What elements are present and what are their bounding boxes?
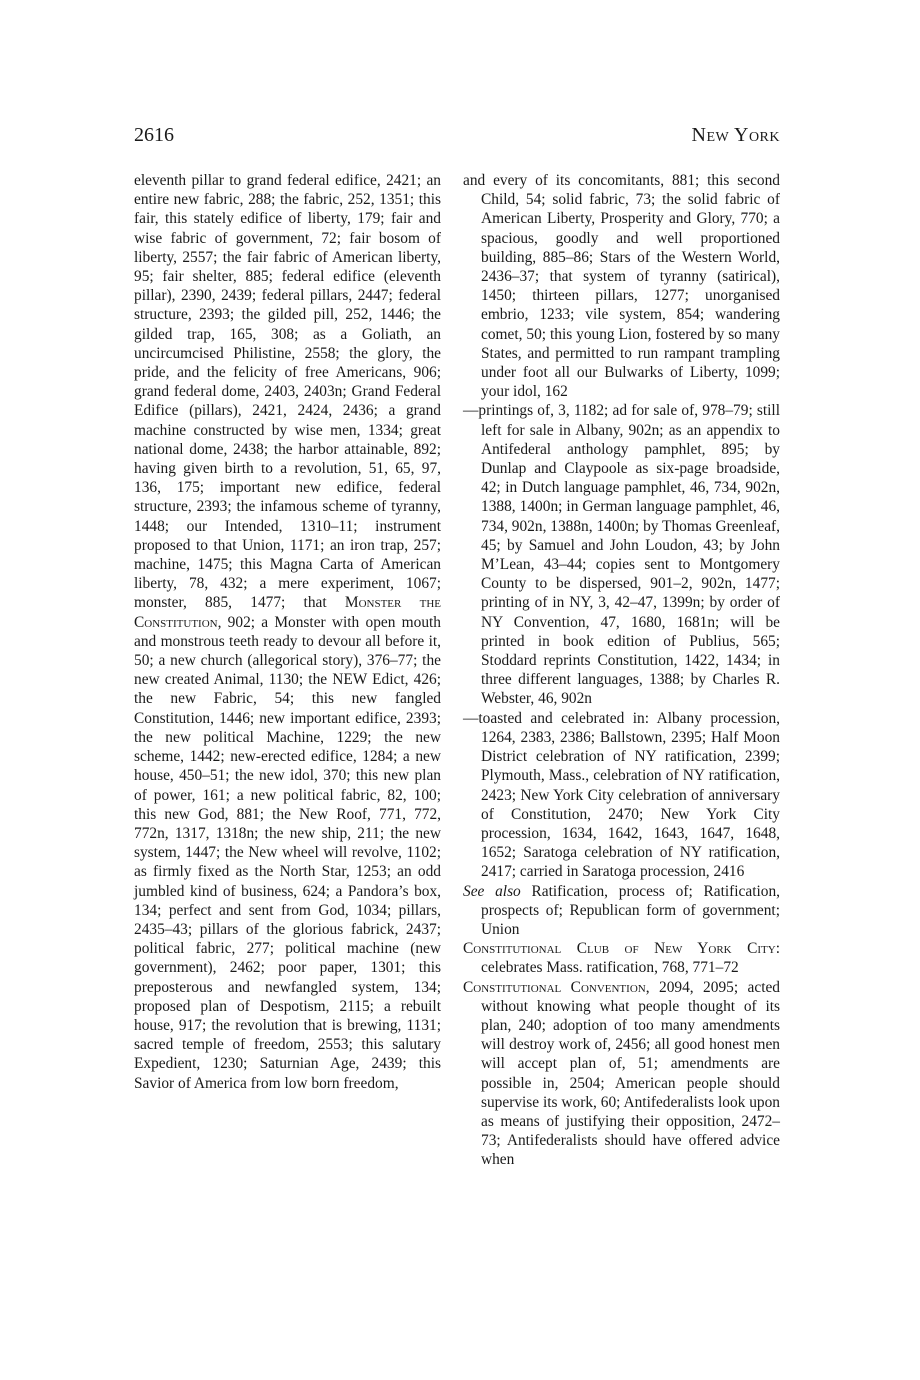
- see-also-label: See also: [463, 882, 521, 900]
- index-subentry-toasted: [463, 709, 780, 882]
- entry-text: : celebrates Mass. ratification, 768, 771–72: [481, 940, 780, 977]
- left-column: [134, 171, 441, 1093]
- running-head: New York: [691, 124, 780, 146]
- entry-text: eleventh pillar to grand federal edifice, 2421; an entire new fabric, 288; the fabric, 252, 1351; this fair, this stately edifice of liberty, 179; fair and wise fabric of government, 72; fair bosom of liberty, 2557; the fair fabric of American liberty, 95; fair shelter, 885; federal edifice (eleventh pillar), 2390, 2439; federal pillars, 2447; federal structure, 2393; the gilded pill, 252, 1446; the gilded trap, 165, 308; as a Goliath, an uncircumcised Philistine, 2558; the glory, the pride, and the felicity of free Americans, 906; grand federal dome, 2403, 2403n; Grand Federal Edifice (pillars), 2421, 2424, 2436; a grand machine constructed by wise men, 1334; great national dome, 2438; the harbor attainable, 892; having given birth to a revolution, 51, 65, 97, 136, 175; important new edifice, federal structure, 2393; the infamous scheme of tyranny, 1448; our Intended, 1310–11; instrument proposed to that Union, 1171; an iron trap, 257; machine, 1475; this Magna Carta of American liberty, 78, 432; a mere experiment, 1067; monster, 885, 1477; that: [134, 172, 441, 612]
- index-entry-constitutional-convention: [463, 978, 780, 1170]
- entry-heading: Constitutional Convention: [463, 978, 646, 996]
- entry-text: and every of its concomitants, 881; this second Child, 54; solid fabric, 73; the solid fabric of American Liberty, Prosperity and Glory, 770; a spacious, goodly and well proportioned building, 885–86; Stars of the Western World, 2436–37; that system of tyranny (satirical), 1450; thirteen pillars, 1277; unorganised embrio, 1233; vile system, 854; wandering comet, 50; this young Lion, fostered by so many States, and permitted to run rampant trampling under foot all our Bulwarks of Liberty, 1099; your idol, 162: [463, 172, 780, 401]
- index-entry-continued: [463, 171, 780, 401]
- index-subentry-printings: [463, 401, 780, 708]
- entry-text: Ratification, process of; Ratification, prospects of; Republican form of government; Union: [481, 882, 780, 938]
- entry-small-caps: Monster the Constitution: [134, 594, 441, 631]
- index-entry-constitutional-club: [463, 939, 780, 977]
- index-entry-continued: [134, 171, 441, 1093]
- entry-text: , 902; a Monster with open mouth and monstrous teeth ready to devour all before it, 50; a new church (allegorical story), 376–77; the new created Animal, 1130; the NEW Edict, 426; the new Fabric, 54; this new fangled Constitution, 1446; new important edifice, 2393; the new political Machine, 1229; the new scheme, 1442; new-erected edifice, 1284; a new house, 450–51; the new idol, 370; this new plan of power, 161; a new political fabric, 82, 100; this new God, 881; the New Roof, 771, 772, 772n, 1317, 1318n; the new ship, 211; the new system, 1447; the New wheel will revolve, 1102; as firmly fixed as the North Star, 1253; an odd jumbled kind of business, 624; a Pandora’s box, 134; perfect and sent from God, 1034; pillars, 2435–43; pillars of the glorious fabrick, 2437; political fabric, 277; political machine (new government), 2462; poor paper, 1301; this preposterous and newfangled system, 134; proposed plan of Despotism, 2115; a rebuilt house, 917; the revolution that is brewing, 1131; sacred temple of freedom, 2553; this salutary Expedient, 1230; Saturnian Age, 2439; this Savior of America from low born freedom,: [134, 613, 441, 1092]
- page-header: [134, 124, 780, 150]
- right-column: [463, 171, 780, 1170]
- index-see-also: [463, 882, 780, 940]
- entry-heading: Constitutional Club of New York City: [463, 940, 776, 958]
- entry-text: , 2094, 2095; acted without knowing what people thought of its plan, 240; adoption of too many amendments will destroy work of, 2456; all good honest men will accept plan of, 51; amendments are possible in, 2504; American people should supervise its work, 60; Antifederalists look upon as means of justifying their opposition, 2472–73; Antifederalists should have offered advice when: [481, 978, 780, 1169]
- entry-text: —toasted and celebrated in: Albany procession, 1264, 2383, 2386; Ballstown, 2395; Half Moon District celebration of NY ratification, 2399; Plymouth, Mass., celebration of NY ratification, 2423; New York City celebration of anniversary of Constitution, 2470; New York City procession, 1634, 1642, 1643, 1647, 1648, 1652; Saratoga celebration of NY ratification, 2417; carried in Saratoga procession, 2416: [463, 709, 780, 881]
- entry-text: —printings of, 3, 1182; ad for sale of, 978–79; still left for sale in Albany, 902n; as an appendix to Antifederal anthology pamphlet, 895; by Dunlap and Claypoole as six-page broadside, 42; in Dutch language pamphlet, 46, 734, 902n, 1388, 1400n; in German language pamphlet, 46, 734, 902n, 1388n, 1400n; by Thomas Greenleaf, 45; by Samuel and John Loudon, 43; by John M’Lean, 43–44; copies sent to Montgomery County to be dispersed, 901–2, 902n, 1477; printing of in NY, 3, 42–47, 1399n; by order of NY Convention, 47, 1680, 1681n; will be printed in book edition of Publius, 565; Stoddard reprints Constitution, 1422, 1434; in three different languages, 1388; by Charles R. Webster, 46, 902n: [463, 402, 780, 708]
- page-number: 2616: [134, 124, 174, 146]
